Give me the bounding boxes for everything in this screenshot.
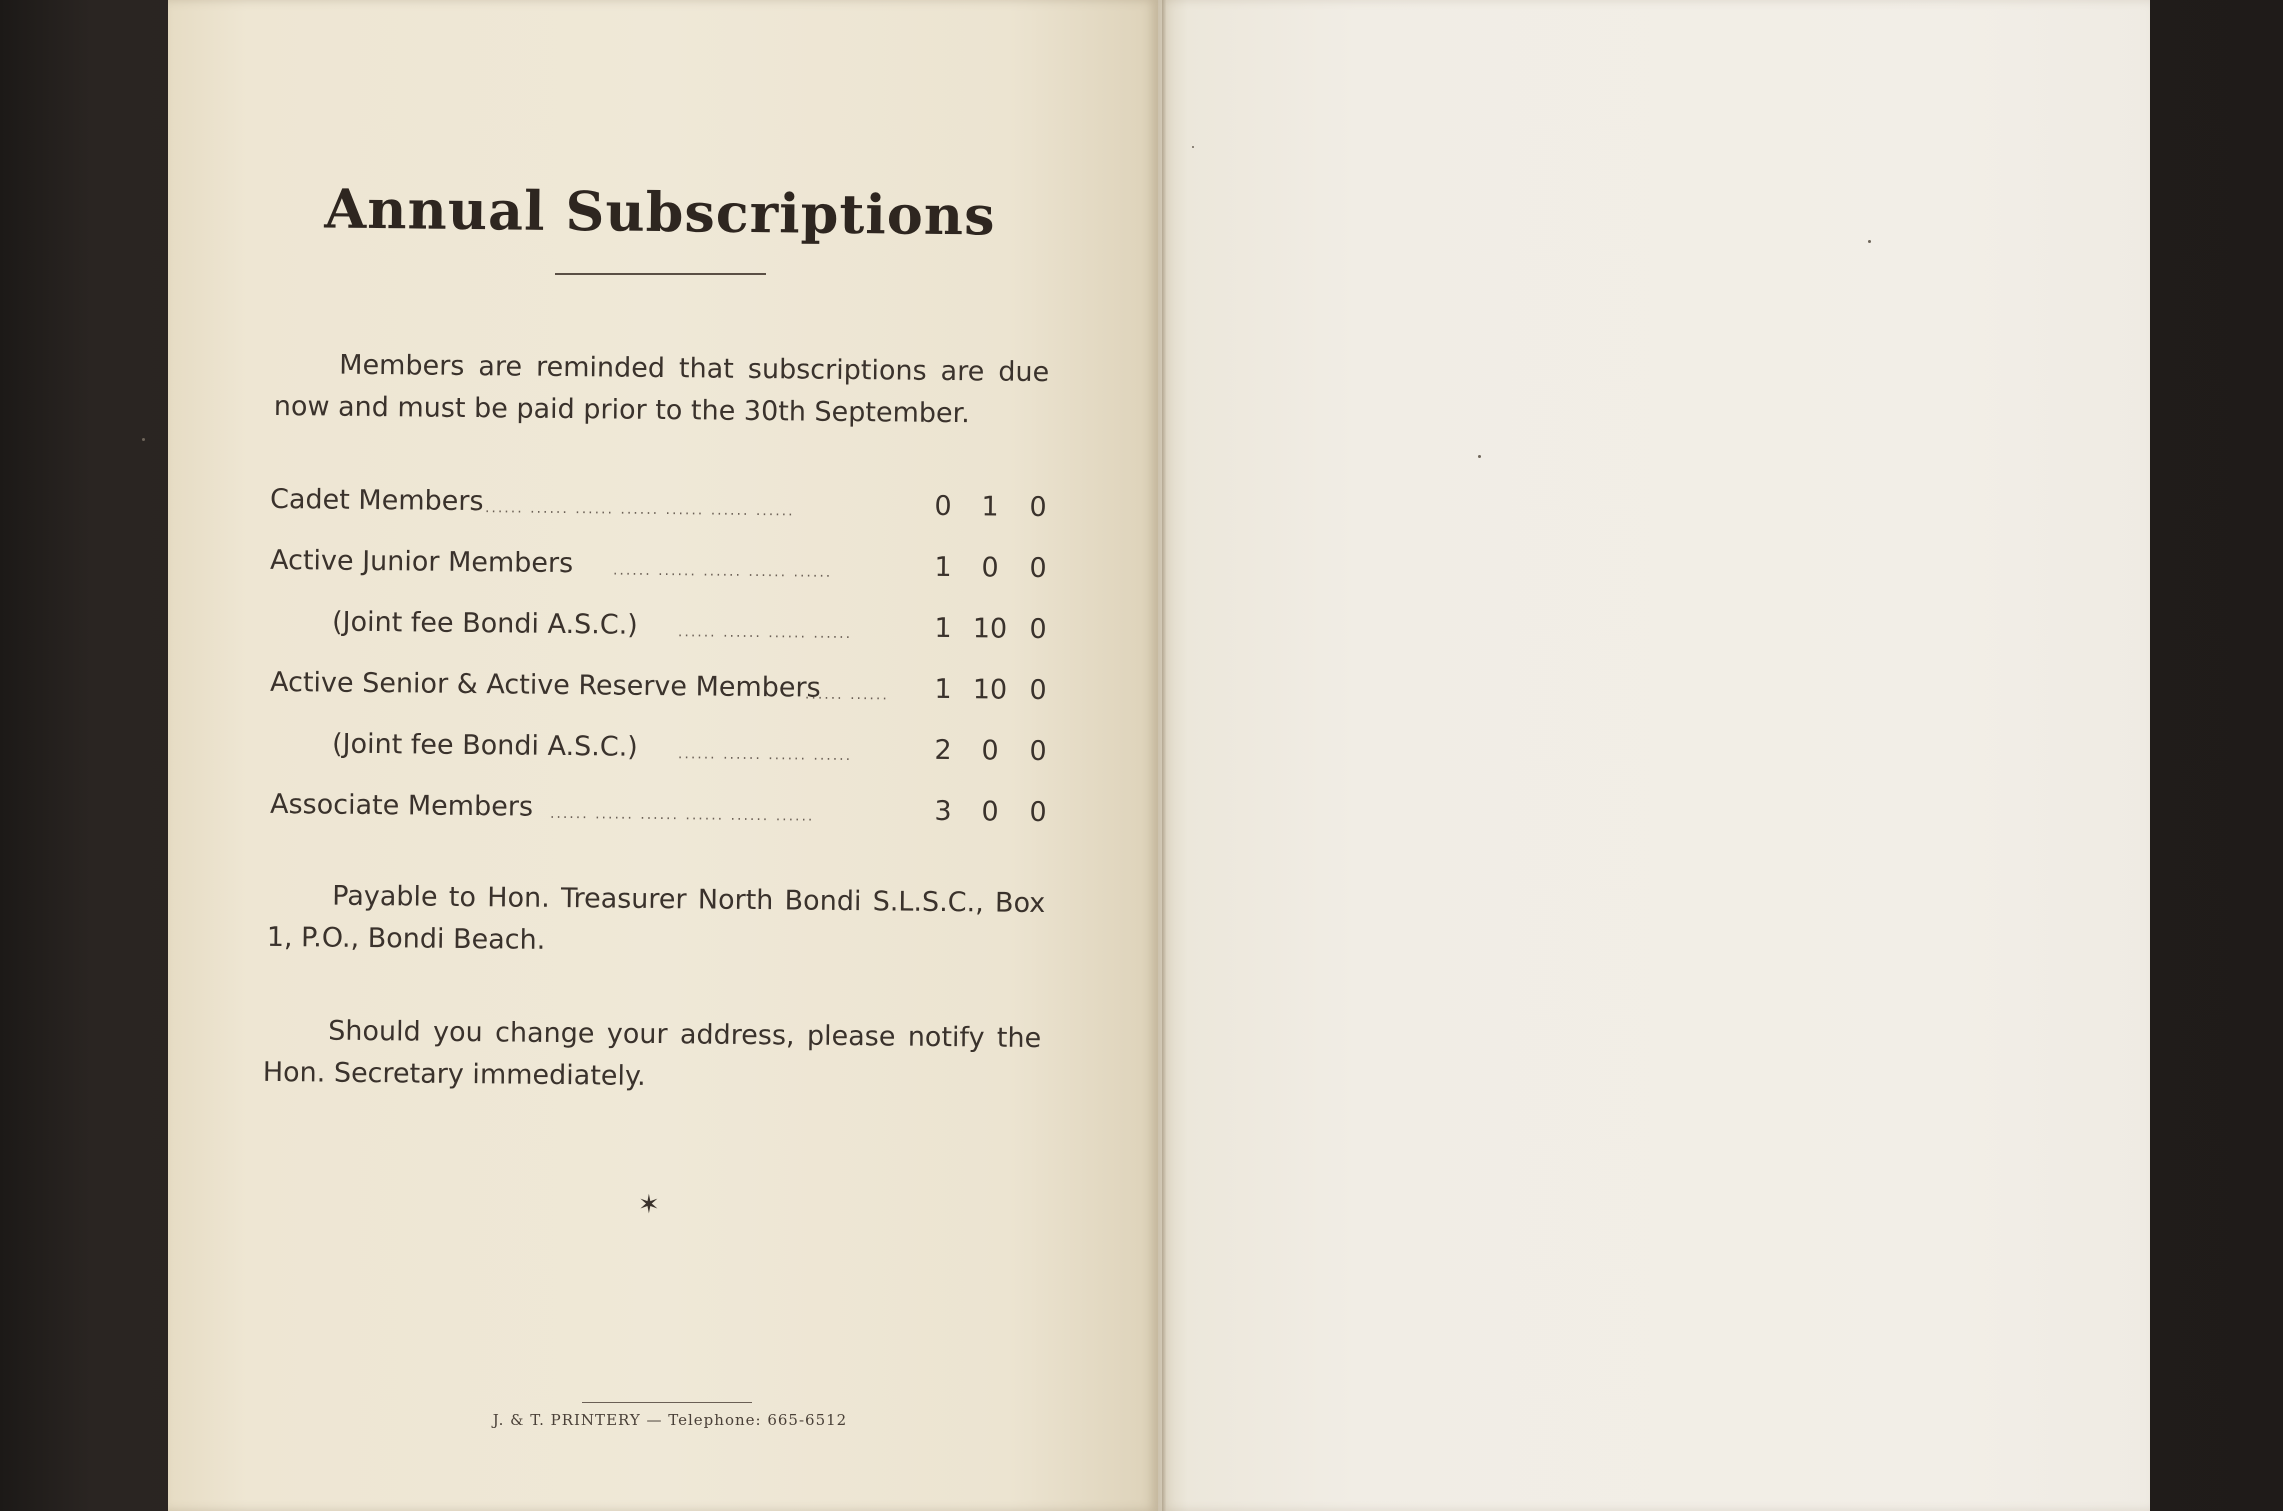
fee-label: Associate Members — [269, 788, 534, 823]
address-notice-paragraph: Should you change your address, please notify the Hon. Secretary immediately. — [262, 1015, 1042, 1092]
fee-shillings: 10 — [972, 613, 1008, 645]
fee-pence: 0 — [1029, 796, 1047, 829]
right-page-blank — [1158, 0, 2150, 1511]
fee-shillings: 10 — [972, 674, 1008, 706]
title-underline — [555, 273, 766, 275]
fee-row-active-junior — [270, 545, 1050, 593]
fee-shillings: 0 — [981, 796, 999, 828]
fee-label: (Joint fee Bondi A.S.C.) — [331, 606, 638, 641]
fee-pence: 0 — [1029, 552, 1047, 585]
fee-pounds: 1 — [934, 673, 952, 706]
fee-pence: 0 — [1029, 491, 1047, 524]
star-ornament-icon: ✶ — [638, 1190, 660, 1220]
fee-row-joint-junior — [270, 606, 1050, 654]
fee-label: (Joint fee Bondi A.S.C.) — [331, 728, 638, 763]
fee-shillings: 0 — [981, 552, 999, 584]
printer-credit: J. & T. PRINTERY — Telephone: 665-6512 — [492, 1411, 848, 1429]
fee-row-active-senior — [270, 667, 1050, 715]
fee-pounds: 2 — [934, 734, 952, 767]
fee-pence: 0 — [1029, 613, 1047, 646]
fee-shillings: 1 — [981, 491, 999, 523]
leader-dots: ...... ...... ...... ...... — [677, 746, 853, 765]
fee-pounds: 1 — [934, 612, 952, 645]
fee-row-associate — [270, 789, 1050, 837]
fee-pounds: 3 — [934, 795, 952, 828]
paper-speck — [1192, 146, 1194, 148]
booklet-spine — [1162, 0, 1166, 1511]
fee-row-joint-senior — [270, 728, 1050, 776]
paper-speck — [1868, 240, 1871, 243]
fee-label: Active Senior & Active Reserve Members — [269, 666, 821, 704]
fee-pounds: 0 — [934, 490, 952, 523]
leader-dots: ...... ...... — [804, 686, 889, 704]
leader-dots: ...... ...... ...... ...... ...... — [612, 562, 833, 581]
leader-dots: ...... ...... ...... ...... ...... ...... — [549, 805, 815, 825]
intro-paragraph: Members are reminded that subscriptions are due now and must be paid prior to the 30th September. — [273, 349, 1050, 430]
fee-shillings: 0 — [981, 735, 999, 767]
fee-row-cadet — [270, 484, 1050, 532]
leader-dots: ...... ...... ...... ...... — [677, 624, 853, 643]
payable-paragraph: Payable to Hon. Treasurer North Bondi S.L.S.C., Box 1, P.O., Bondi Beach. — [266, 880, 1046, 956]
fee-label: Active Junior Members — [269, 544, 574, 580]
paper-speck — [1478, 455, 1481, 458]
leader-dots: ...... ...... ...... ...... ...... ...... ...... — [484, 500, 795, 520]
fee-pence: 0 — [1029, 735, 1047, 768]
fee-label: Cadet Members — [269, 483, 484, 518]
page-title: Annual Subscriptions — [324, 176, 996, 248]
fee-pence: 0 — [1029, 674, 1047, 707]
footer-rule — [582, 1402, 752, 1403]
paper-speck — [142, 438, 145, 441]
fee-pounds: 1 — [934, 551, 952, 584]
